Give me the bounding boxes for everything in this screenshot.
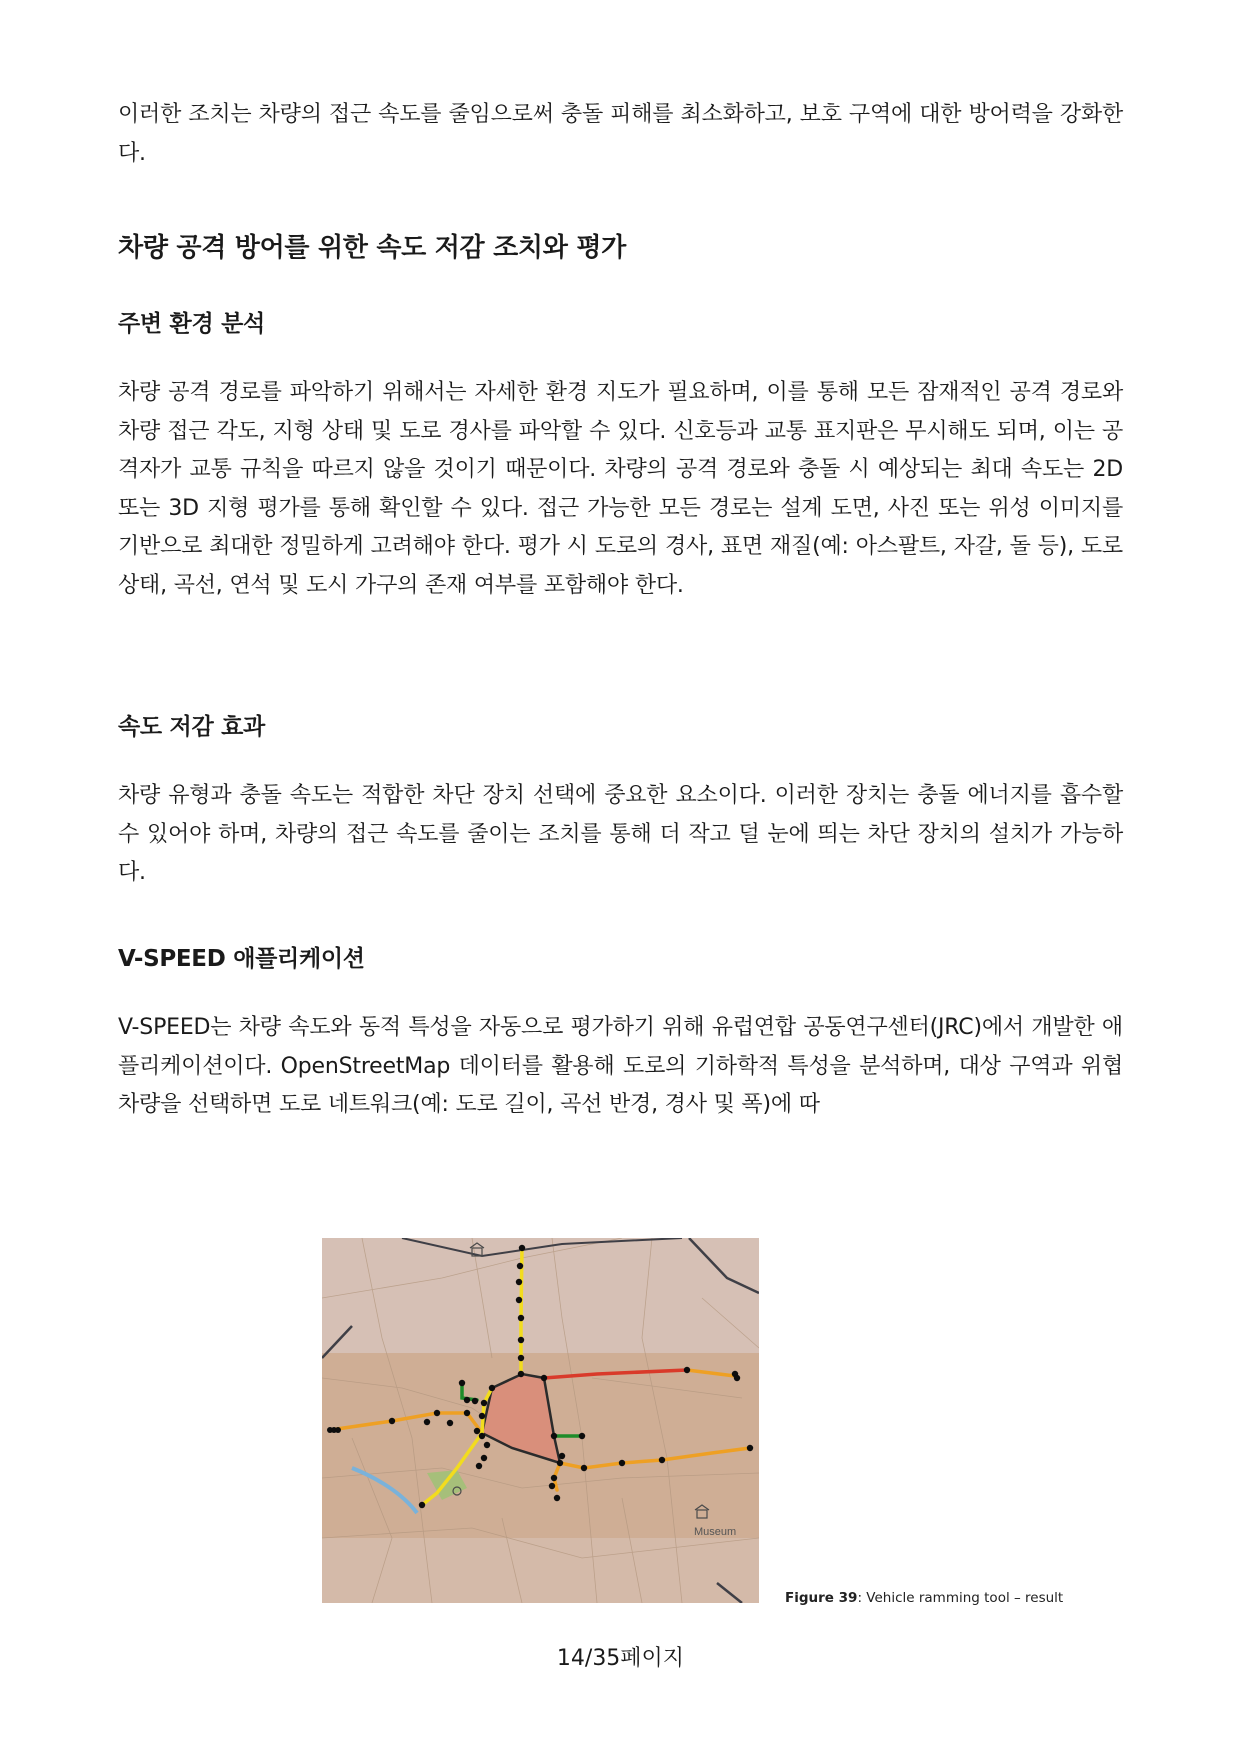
- map-bottom-tint: [322, 1538, 759, 1603]
- figure-caption-text: : Vehicle ramming tool – result: [857, 1590, 1064, 1606]
- page-number: 14/35페이지: [556, 1646, 685, 1671]
- subsection-heading-environment: 주변 환경 분석: [118, 311, 265, 337]
- map-top-tint: [322, 1238, 759, 1353]
- figure-caption-label: Figure 39: [785, 1590, 858, 1606]
- figure-caption: [785, 1590, 1063, 1606]
- section-title: 차량 공격 방어를 위한 속도 저감 조치와 평가: [118, 233, 626, 263]
- vehicle-ramming-map[interactable]: [322, 1238, 759, 1603]
- subsection-heading-speed-reduction: 속도 저감 효과: [118, 714, 265, 740]
- map-label-museum: Museum: [694, 1526, 737, 1538]
- subsection-body-environment: 차량 공격 경로를 파악하기 위해서는 자세한 환경 지도가 필요하며, 이를 통해 모든 잠재적인 공격 경로와 차량 접근 각도, 지형 상태 및 도로 경사를 파악할 수 있다. 신호등과 교통 표지판은 무시해도 되며, 이는 공격자가 교통 규칙을 따르지 않을 것이기 때문이다. 차량의 공격 경로와 충돌 시 예상되는 최대 속도는 2D 또는 3D 지형 평가를 통해 확인할 수 있다. 접근 가능한 모든 경로는 설계 도면, 사진 또는 위성 이미지를 기반으로 최대한 정밀하게 고려해야 한다. 평가 시 도로의 경사, 표면 재질(예: 아스팔트, 자갈, 돌 등), 도로 상태, 곡선, 연석 및 도시 가구의 존재 여부를 포함해야 한다.: [118, 380, 1123, 598]
- subsection-body-vspeed: V-SPEED는 차량 속도와 동적 특성을 자동으로 평가하기 위해 유럽연합 공동연구센터(JRC)에서 개발한 애플리케이션이다. OpenStreetMap 데이터를 활용해 도로의 기하학적 특성을 분석하며, 대상 구역과 위협 차량을 선택하면 도로 네트워크(예: 도로 길이, 곡선 반경, 경사 및 폭)에 따: [118, 1015, 1123, 1117]
- intro-paragraph: 이러한 조치는 차량의 접근 속도를 줄임으로써 충돌 피해를 최소화하고, 보호 구역에 대한 방어력을 강화한다.: [118, 102, 1124, 166]
- subsection-body-speed-reduction: 차량 유형과 충돌 속도는 적합한 차단 장치 선택에 중요한 요소이다. 이러한 장치는 충돌 에너지를 흡수할 수 있어야 하며, 차량의 접근 속도를 줄이는 조치를 통해 더 작고 덜 눈에 띄는 차단 장치의 설치가 가능하다.: [118, 783, 1123, 885]
- subsection-heading-vspeed: V-SPEED 애플리케이션: [118, 946, 365, 972]
